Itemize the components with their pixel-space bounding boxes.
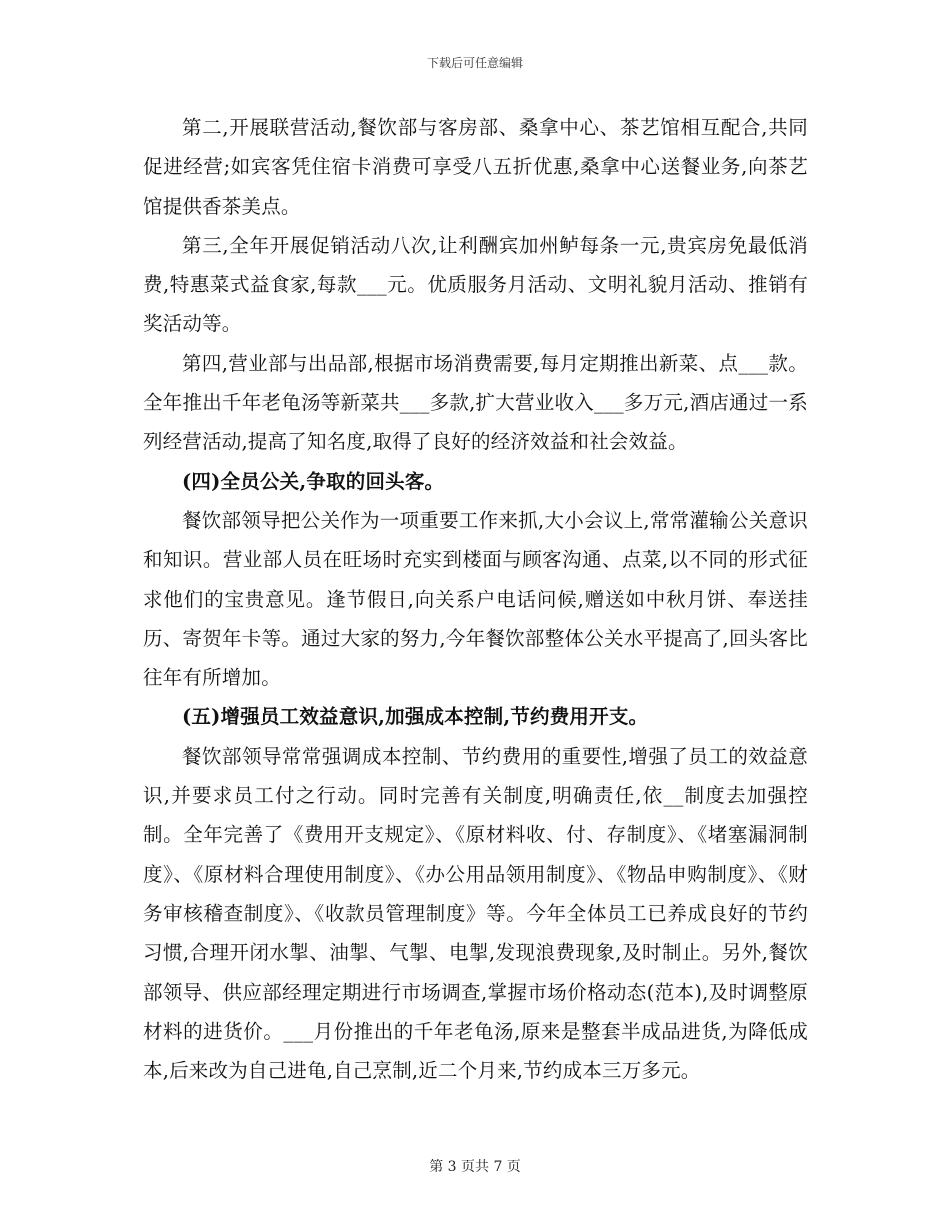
paragraph-public-relations: 餐饮部领导把公关作为一项重要工作来抓,大小会议上,常常灌输公关意识和知识。营业部人员在旺场时充实到楼面与顾客沟通、点菜,以不同的形式征求他们的宝贵意见。逢节假日,向关系户电话问候,赠送如中秋月饼、奉送挂历、寄贺年卡等。通过大家的努力,今年餐饮部整体公关水平提高了,回头客比往年有所增加。 <box>143 508 808 690</box>
paragraph-fourth: 第四,营业部与出品部,根据市场消费需要,每月定期推出新菜、点___款。全年推出千年老龟汤等新菜共___多款,扩大营业收入___多万元,酒店通过一系列经营活动,提高了知名度,取得了良好的经济效益和社会效益。 <box>143 351 808 454</box>
paragraph-third: 第三,全年开展促销活动八次,让利酬宾加州鲈每条一元,贵宾房免最低消费,特惠菜式益食家,每款___元。优质服务月活动、文明礼貌月活动、推销有奖活动等。 <box>143 233 808 336</box>
document-body <box>143 108 808 1090</box>
section-heading-4: (四)全员公关,争取的回头客。 <box>182 469 445 493</box>
paragraph-cost-control: 餐饮部领导常常强调成本控制、节约费用的重要性,增强了员工的效益意识,并要求员工付之行动。同时完善有关制度,明确责任,依__制度去加强控制。全年完善了《费用开支规定》、《原材料收、付、存制度》、《堵塞漏洞制度》、《原材料合理使用制度》、《办公用品领用制度》、《物品申购制度》、《财务审核稽查制度》、《收款员管理制度》等。今年全体员工已养成良好的节约习惯,合理开闭水掣、油掣、气掣、电掣,发现浪费现象,及时制止。另外,餐饮部领导、供应部经理定期进行市场调查,掌握市场价格动态(范本),及时调整原材料的进货价。___月份推出的千年老龟汤,原来是整套半成品进货,为降低成本,后来改为自己进龟,自己烹制,近二个月来,节约成本三万多元。 <box>143 744 808 1083</box>
section-heading-5: (五)增强员工效益意识,加强成本控制,节约费用开支。 <box>182 705 649 729</box>
page-number: 第 3 页共 7 页 <box>429 1159 521 1175</box>
paragraph-second: 第二,开展联营活动,餐饮部与客房部、桑拿中心、茶艺馆相互配合,共同促进经营;如宾客凭住宿卡消费可享受八五折优惠,桑拿中心送餐业务,向茶艺馆提供香茶美点。 <box>143 116 808 218</box>
page-header: 下载后可任意编辑 <box>426 56 523 70</box>
